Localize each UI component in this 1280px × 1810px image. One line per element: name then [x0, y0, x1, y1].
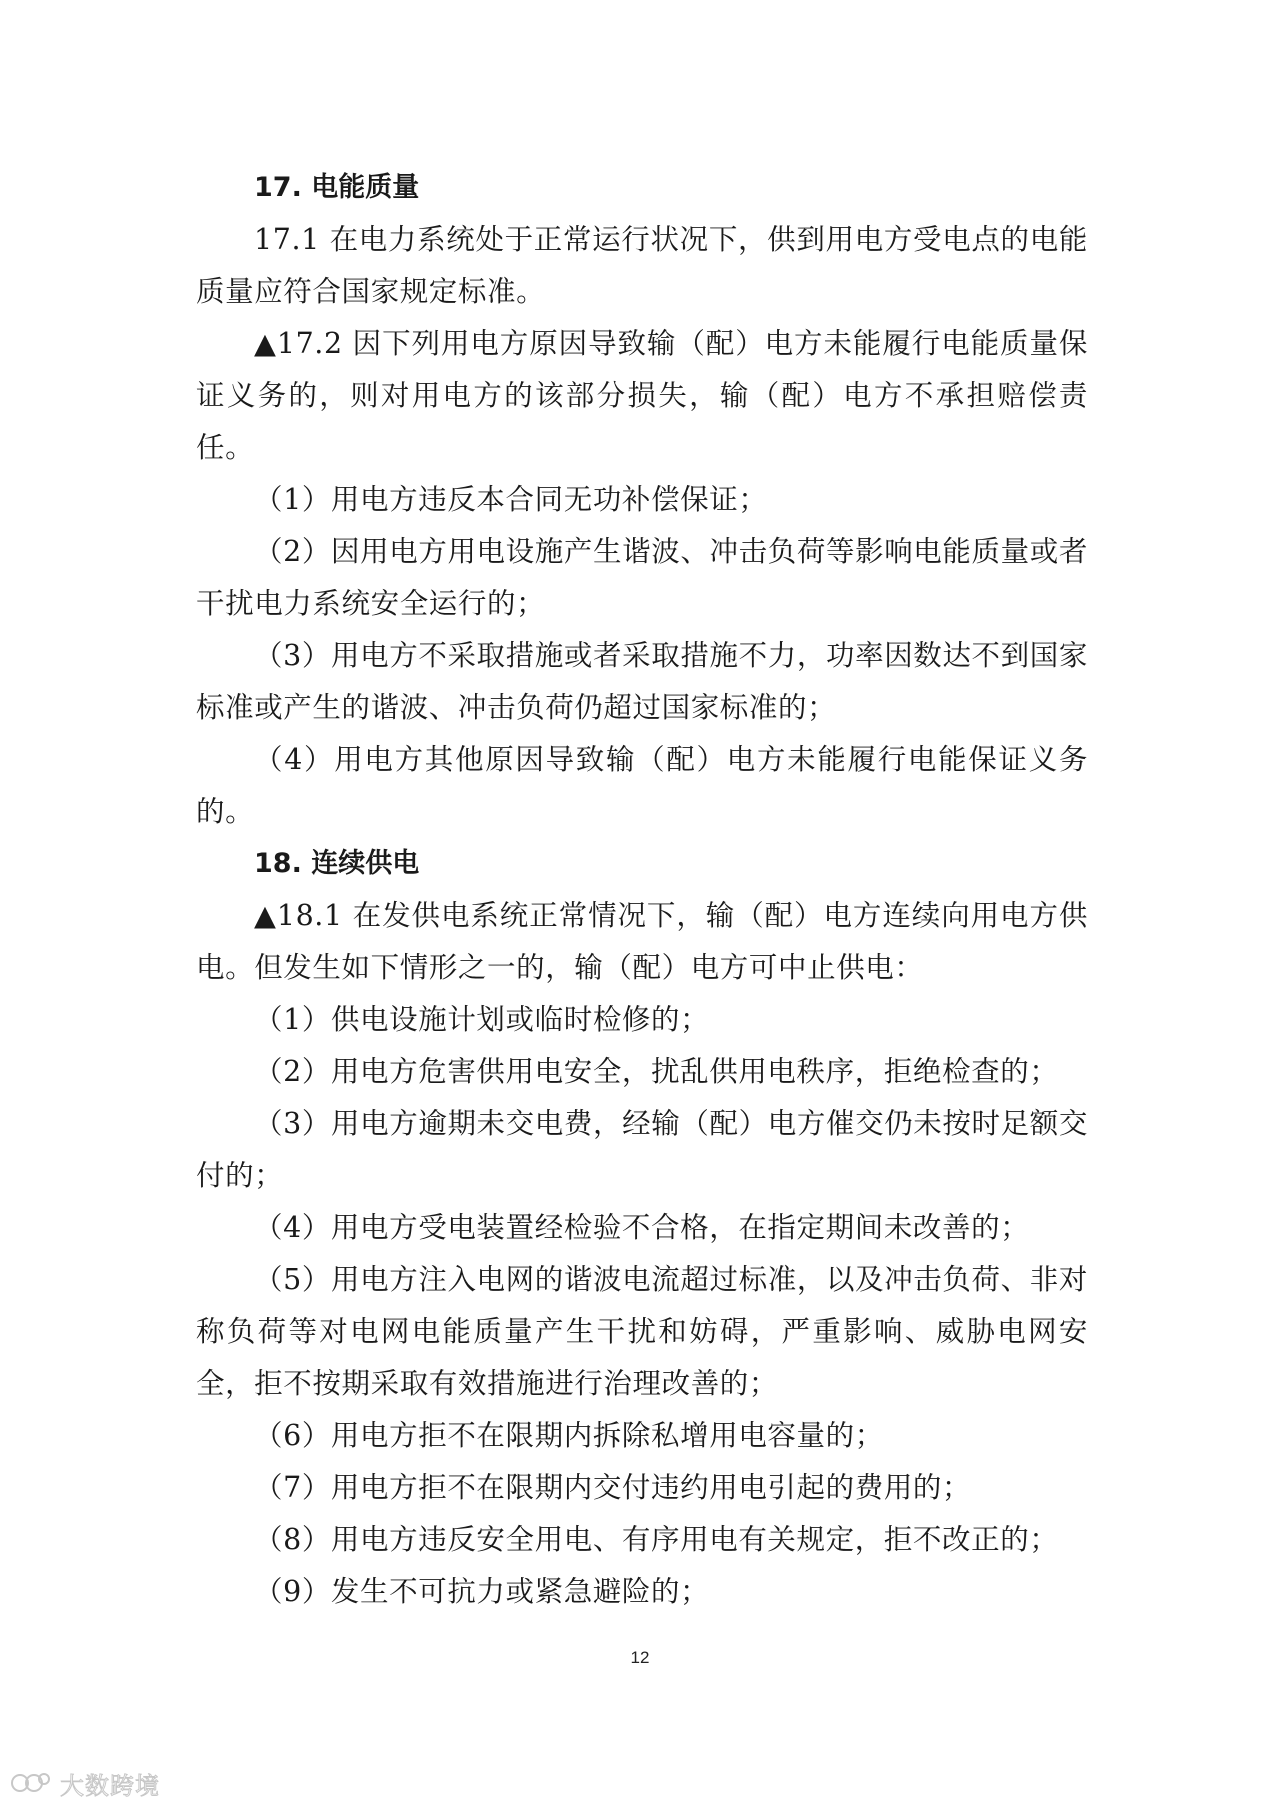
clause-18-1-item-1: （1）供电设施计划或临时检修的；	[254, 1003, 710, 1036]
clause-18-1-item-9: （9）发生不可抗力或紧急避险的；	[254, 1575, 710, 1608]
clause-18-1-item-3: （3）用电方逾期未交电费，经输（配）电方催交仍未按时足额交付的；	[196, 1107, 1088, 1192]
clause-17-1: 17.1 在电力系统处于正常运行状况下，供到用电方受电点的电能质量应符合国家规定标准。	[196, 223, 1088, 308]
clause-17-2-item-4: （4）用电方其他原因导致输（配）电方未能履行电能保证义务的。	[196, 743, 1088, 828]
watermark-logo-icon	[10, 1768, 54, 1798]
watermark	[10, 1766, 160, 1800]
clause-18-1: ▲18.1 在发供电系统正常情况下，输（配）电方连续向用电方供电。但发生如下情形之一的，输（配）电方可中止供电：	[196, 899, 1088, 984]
clause-18-1-item-2: （2）用电方危害供用电安全，扰乱供用电秩序，拒绝检查的；	[254, 1055, 1059, 1088]
clause-18-1-item-6: （6）用电方拒不在限期内拆除私增用电容量的；	[254, 1419, 884, 1452]
clause-18-1-item-4: （4）用电方受电装置经检验不合格，在指定期间未改善的；	[254, 1211, 1030, 1244]
clause-18-1-item-8: （8）用电方违反安全用电、有序用电有关规定，拒不改正的；	[254, 1523, 1059, 1556]
clause-17-2: ▲17.2 因下列用电方原因导致输（配）电方未能履行电能质量保证义务的，则对用电方的该部分损失，输（配）电方不承担赔偿责任。	[196, 327, 1088, 464]
section-heading-18: 18. 连续供电	[254, 848, 420, 879]
watermark-text: 大数跨境	[60, 1771, 160, 1800]
clause-18-1-item-7: （7）用电方拒不在限期内交付违约用电引起的费用的；	[254, 1471, 972, 1504]
clause-17-2-item-2: （2）因用电方用电设施产生谐波、冲击负荷等影响电能质量或者干扰电力系统安全运行的；	[196, 535, 1088, 620]
clause-17-2-item-3: （3）用电方不采取措施或者采取措施不力，功率因数达不到国家标准或产生的谐波、冲击负荷仍超过国家标准的；	[196, 639, 1088, 724]
clause-18-1-item-5: （5）用电方注入电网的谐波电流超过标准，以及冲击负荷、非对称负荷等对电网电能质量产生干扰和妨碍，严重影响、威胁电网安全，拒不按期采取有效措施进行治理改善的；	[196, 1263, 1088, 1400]
section-heading-17: 17. 电能质量	[254, 172, 420, 203]
page-number: 12	[630, 1648, 650, 1667]
clause-17-2-item-1: （1）用电方违反本合同无功补偿保证；	[254, 483, 768, 516]
document-body	[196, 162, 1088, 1618]
